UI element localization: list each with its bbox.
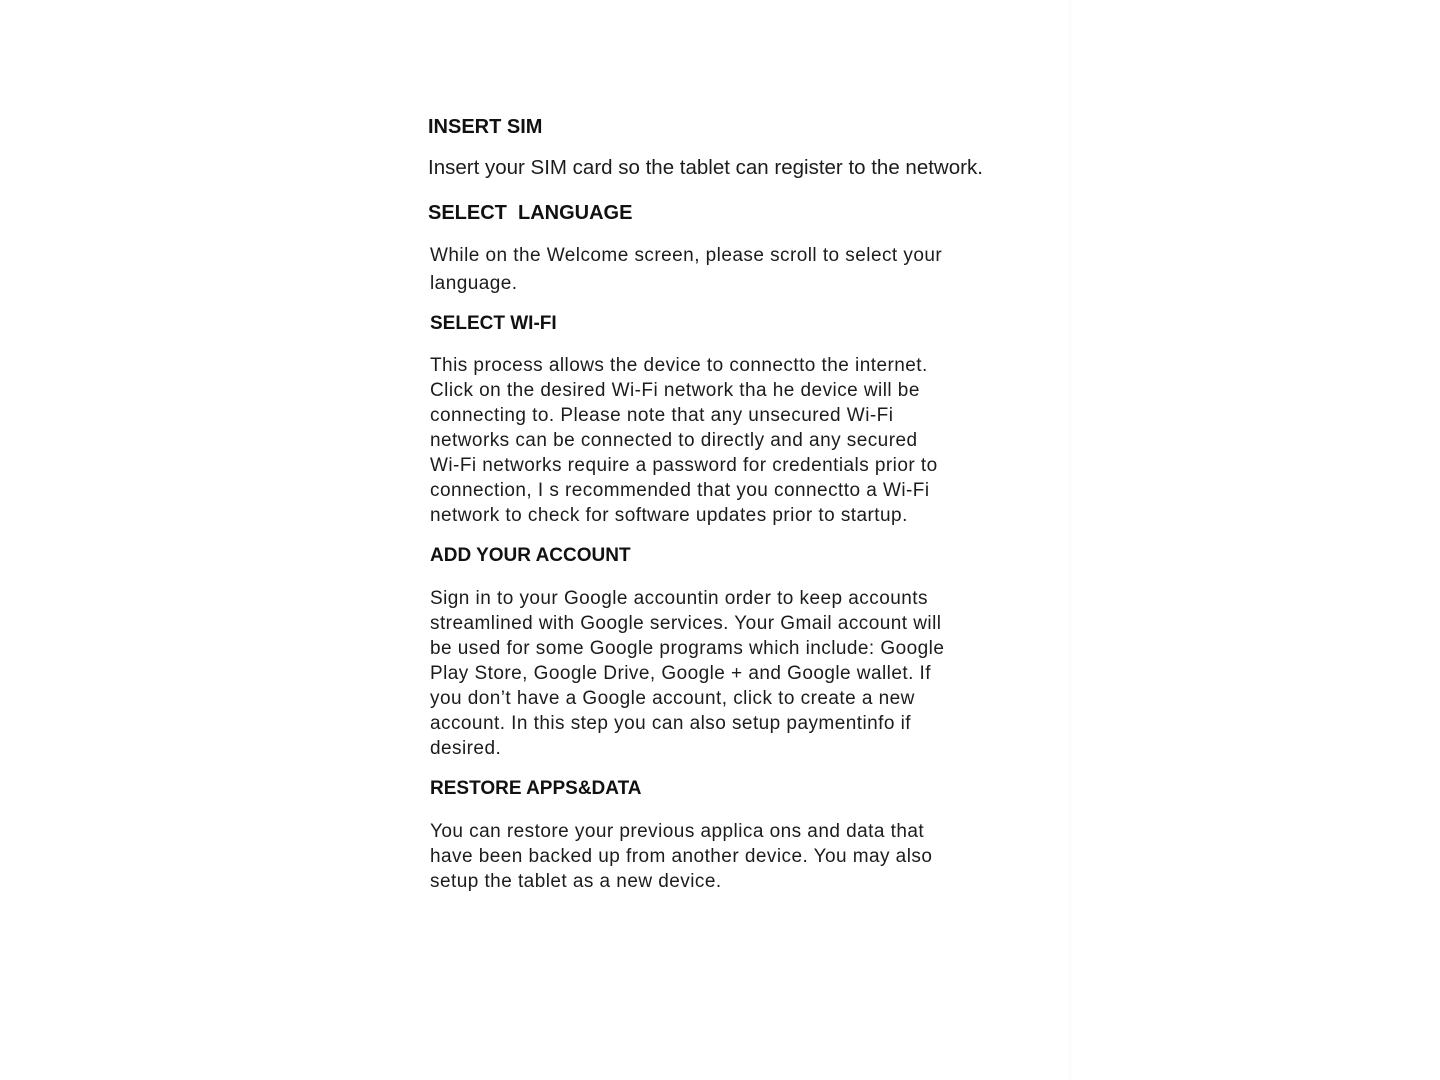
page-edge-shadow	[1068, 0, 1072, 1080]
text-line: Click on the desired Wi-Fi network tha he device will be	[430, 380, 920, 401]
text-line: network to check for software updates prior to startup.	[430, 505, 908, 526]
text-line: setup the tablet as a new device.	[430, 871, 722, 892]
text-line: account. In this step you can also setup paymentinfo if	[430, 713, 912, 734]
text-line: You can restore your previous applica ons and data that	[430, 821, 925, 842]
text-line: Insert your SIM card so the tablet can register to the network.	[428, 156, 983, 179]
text-line: While on the Welcome screen, please scroll to select your	[430, 245, 943, 266]
text-line: have been backed up from another device. You may also	[430, 846, 933, 867]
section-heading-select-wifi: SELECT WI-FI	[430, 313, 557, 334]
text-line: connection, I s recommended that you connectto a Wi-Fi	[430, 480, 930, 501]
text-line: streamlined with Google services. Your Gmail account will	[430, 613, 942, 634]
section-heading-restore-apps-data: RESTORE APPS&DATA	[430, 778, 642, 799]
section-text-insert-sim	[428, 156, 983, 180]
section-text-select-language	[430, 242, 942, 298]
section-text-restore-apps-data	[430, 819, 932, 894]
text-line: desired.	[430, 738, 502, 759]
text-line: This process allows the device to connectto the internet.	[430, 355, 928, 376]
text-line: networks can be connected to directly and any secured	[430, 430, 918, 451]
text-line: you don’t have a Google account, click to create a new	[430, 688, 915, 709]
section-heading-add-account: ADD YOUR ACCOUNT	[430, 545, 631, 566]
section-heading-insert-sim: INSERT SIM	[428, 116, 543, 138]
section-text-select-wifi	[430, 353, 938, 528]
section-heading-select-language: SELECT LANGUAGE	[428, 202, 633, 224]
text-line: Wi-Fi networks require a password for credentials prior to	[430, 455, 938, 476]
text-line: be used for some Google programs which include: Google	[430, 638, 945, 659]
text-line: Sign in to your Google accountin order to keep accounts	[430, 588, 928, 609]
text-line: connecting to. Please note that any unsecured Wi-Fi	[430, 405, 894, 426]
text-line: Play Store, Google Drive, Google + and Google wallet. If	[430, 663, 931, 684]
text-line: language.	[430, 273, 518, 294]
section-text-add-account	[430, 586, 944, 761]
